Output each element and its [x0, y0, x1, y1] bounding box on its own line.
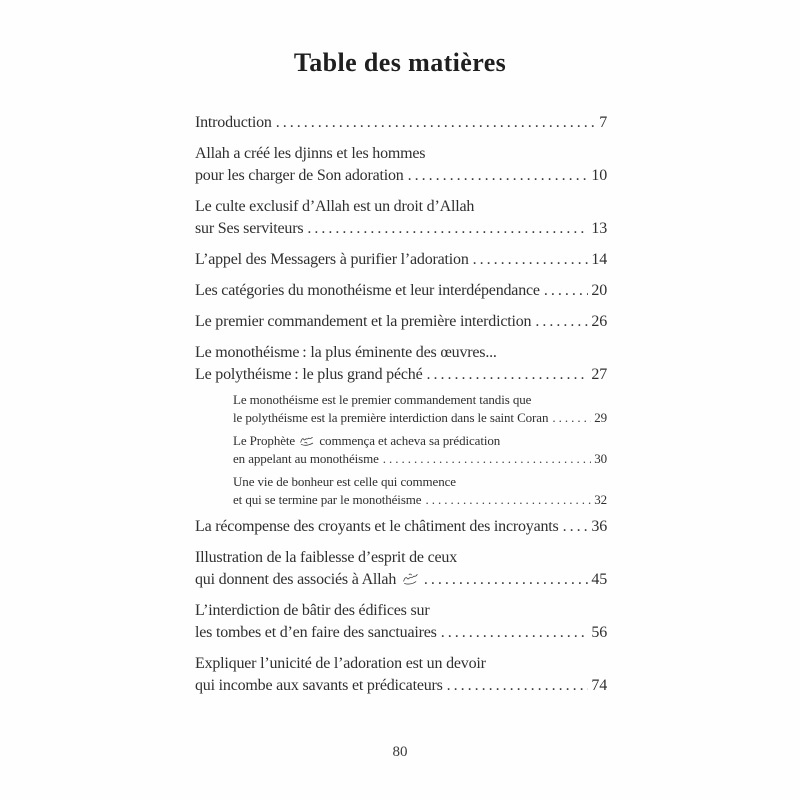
toc-entry: [195, 196, 607, 240]
dotted-leader: [535, 311, 588, 333]
toc-entry-text: Le monothéisme est le premier commandement tandis que: [233, 392, 532, 407]
dotted-leader: [447, 675, 589, 697]
toc-entry-text: L’interdiction de bâtir des édifices sur: [195, 602, 430, 619]
toc-page-number: 36: [591, 518, 607, 535]
toc-entry-text: en appelant au monothéisme: [233, 451, 379, 466]
toc-entry-text: Expliquer l’unicité de l’adoration est un devoir: [195, 655, 486, 672]
prophet-honorific-icon: [299, 432, 315, 450]
toc-entry-text: L’appel des Messagers à purifier l’adoration: [195, 251, 469, 268]
toc-page-number: 45: [591, 571, 607, 588]
toc-page-number: 13: [591, 220, 607, 237]
dotted-leader: [563, 516, 589, 538]
toc-entry-text: pour les charger de Son adoration: [195, 167, 404, 184]
toc-page-number: 56: [591, 624, 607, 641]
dotted-leader: [544, 280, 589, 302]
toc-entry-text: Le Prophète commença et acheva sa prédication: [233, 433, 501, 448]
toc-entry: [195, 311, 607, 333]
toc-entry: [195, 516, 607, 538]
dotted-leader: [427, 364, 589, 386]
dotted-leader: [276, 112, 596, 134]
toc-entry-text: qui incombe aux savants et prédicateurs: [195, 677, 443, 694]
toc-entry: [195, 600, 607, 644]
allah-honorific-icon: [401, 569, 419, 591]
toc-page-number: 14: [591, 251, 607, 268]
toc-entry-text: sur Ses serviteurs: [195, 220, 304, 237]
toc-entry-text: Introduction: [195, 114, 272, 131]
toc-list: [195, 112, 607, 706]
toc-page-number: 30: [594, 451, 607, 466]
toc-entry-text: les tombes et d’en faire des sanctuaires: [195, 624, 437, 641]
folio-page-number: 80: [392, 744, 408, 760]
toc-page-number: 32: [594, 492, 607, 507]
toc-entry-text: Le premier commandement et la première interdiction: [195, 313, 532, 330]
toc-subentry: [233, 432, 607, 468]
toc-entry-text: Le polythéisme : le plus grand péché: [195, 366, 423, 383]
toc-entry-text: Illustration de la faiblesse d’esprit de ceux: [195, 549, 458, 566]
dotted-leader: [408, 165, 589, 187]
toc-page-number: 27: [591, 366, 607, 383]
toc-entry: [195, 547, 607, 591]
toc-subentry: [233, 473, 607, 509]
toc-entry-text: Les catégories du monothéisme et leur interdépendance: [195, 282, 540, 299]
toc-entry-text: Une vie de bonheur est celle qui commence: [233, 474, 456, 489]
toc-entry-text: Le culte exclusif d’Allah est un droit d’Allah: [195, 198, 475, 215]
dotted-leader: [552, 409, 591, 427]
dotted-leader: [424, 569, 588, 591]
page-title: Table des matières: [293, 48, 507, 77]
toc-page-number: 10: [591, 167, 607, 184]
toc-entry: [195, 143, 607, 187]
toc-page-number: 20: [591, 282, 607, 299]
toc-entry: [195, 653, 607, 697]
toc-page-number: 29: [594, 410, 607, 425]
toc-entry-text: et qui se termine par le monothéisme: [233, 492, 422, 507]
toc-entry-text: La récompense des croyants et le châtiment des incroyants: [195, 518, 559, 535]
dotted-leader: [473, 249, 589, 271]
dotted-leader: [425, 491, 591, 509]
toc-entry: [195, 342, 607, 386]
toc-entry: [195, 249, 607, 271]
dotted-leader: [383, 450, 591, 468]
toc-entry-text: Allah a créé les djinns et les hommes: [195, 145, 426, 162]
toc-entry-text: le polythéisme est la première interdiction dans le saint Coran: [233, 410, 549, 425]
dotted-leader: [441, 622, 589, 644]
toc-entry-text: Le monothéisme : la plus éminente des œuvres...: [195, 344, 497, 361]
toc-page-number: 26: [591, 313, 607, 330]
toc-page-number: 7: [599, 114, 607, 131]
dotted-leader: [307, 218, 588, 240]
toc-entry-text: qui donnent des associés à Allah: [195, 569, 420, 591]
toc-page-number: 74: [591, 677, 607, 694]
toc-subentry: [233, 391, 607, 427]
toc-entry: [195, 280, 607, 302]
toc-entry: [195, 112, 607, 134]
